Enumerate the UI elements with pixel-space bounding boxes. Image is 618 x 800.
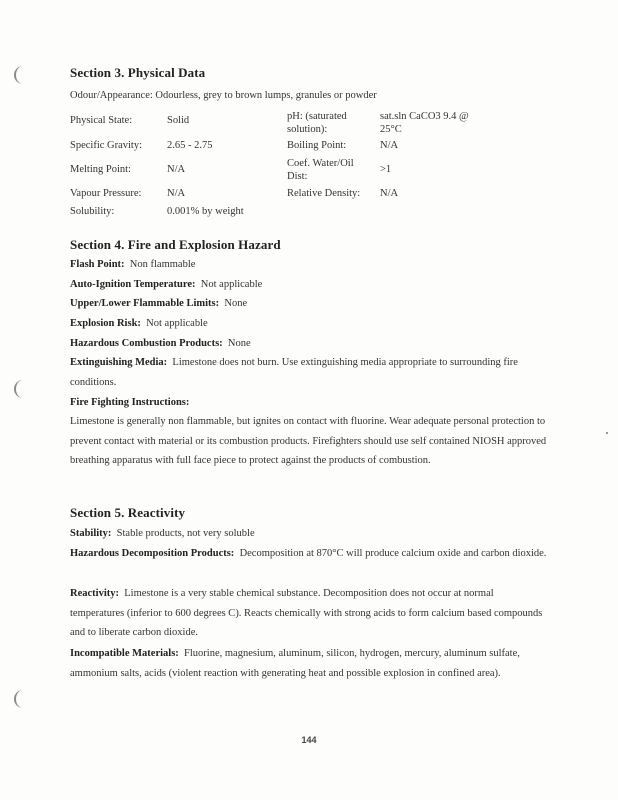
stability-value: Stable products, not very soluble [116,528,255,539]
extinguishing-media-value: Limestone does not burn. Use extinguishing media appropriate to surrounding fire conditions. [70,357,518,388]
scan-speck [606,432,608,434]
page-number: 144 [301,735,317,745]
field-value: Solid [167,115,190,126]
field-value: 0.001% by weight [167,206,244,217]
fire-fighting-instructions-heading [70,396,189,410]
flash-point-value: Non flammable [129,259,196,270]
flash-point-label: Flash Point: [70,259,125,270]
field-label: Coef. Water/Oil Dist: [287,158,354,182]
decomposition-products-value: Decomposition at 870°C will produce calcium oxide and carbon dioxide. [239,548,547,559]
stability-label: Stability: [70,528,112,539]
decomposition-products-label: Hazardous Decomposition Products: [70,548,235,559]
reactivity-label: Reactivity: [70,588,119,599]
flammable-limits-label: Upper/Lower Flammable Limits: [70,298,220,309]
flash-point [70,258,195,272]
field-value: sat.sln CaCO3 9.4 @ 25°C [380,111,469,135]
explosion-risk [70,317,208,331]
auto-ignition-value: Not applicable [200,279,263,290]
section-4-title: Section 4. Fire and Explosion Hazard [70,237,281,252]
extinguishing-media-label: Extinguishing Media: [70,357,168,368]
field-label: Melting Point: [70,164,131,175]
combustion-products-label: Hazardous Combustion Products: [70,338,223,349]
stability [70,527,255,541]
field-value: N/A [167,164,186,175]
incompatible-materials-label: Incompatible Materials: [70,648,179,659]
field-label: Relative Density: [287,188,361,199]
binder-hole-mark [14,66,26,84]
incompatible-materials [70,644,548,683]
odour-appearance: Odour/Appearance: Odourless, grey to brown lumps, granules or powder [70,90,377,101]
section-3-title: Section 3. Physical Data [70,65,206,80]
explosion-risk-value: Not applicable [146,318,208,329]
field-label: Boiling Point: [287,140,347,151]
binder-hole-mark [14,380,26,398]
field-label: pH: (saturated solution): [287,111,347,135]
decomposition-products [70,544,548,564]
reactivity-value: Limestone is a very stable chemical substance. Decomposition does not occur at normal temperatures (inferior to 600 degrees C). Reacts chemically with strong acids to form calcium based compounds and to liberate carbon dioxide. [70,588,543,638]
flammable-limits-value: None [224,298,248,309]
field-label: Vapour Pressure: [70,188,142,199]
auto-ignition-label: Auto-Ignition Temperature: [70,279,196,290]
combustion-products-value: None [227,338,251,349]
field-value: N/A [167,188,186,199]
incompatible-materials-value: Fluorine, magnesium, aluminum, silicon, hydrogen, mercury, aluminum sulfate, ammonium salts, acids (violent reaction with generating heat and possible explosion in confined area). [70,648,520,679]
combustion-products [70,337,251,351]
section-5-title: Section 5. Reactivity [70,505,186,520]
field-value: N/A [380,140,399,151]
fire-fighting-instructions-text: Limestone is generally non flammable, but ignites on contact with fluorine. Wear adequate personal protection to prevent contact with material or its combustion products. Firefighters should use self contained NIOSH approved breathing apparatus with full face piece to protect against the products of combustion. [70,416,547,466]
field-value: >1 [380,164,392,175]
auto-ignition [70,278,262,292]
field-value: 2.65 - 2.75 [167,140,213,151]
flammable-limits [70,297,247,311]
field-label: Physical State: [70,115,133,126]
field-label: Specific Gravity: [70,140,143,151]
field-label: Solubility: [70,206,115,217]
extinguishing-media [70,353,548,392]
reactivity [70,584,548,643]
field-value: N/A [380,188,399,199]
explosion-risk-label: Explosion Risk: [70,318,141,329]
fire-fighting-instructions-label: Fire Fighting Instructions: [70,397,190,408]
binder-hole-mark [14,690,26,708]
